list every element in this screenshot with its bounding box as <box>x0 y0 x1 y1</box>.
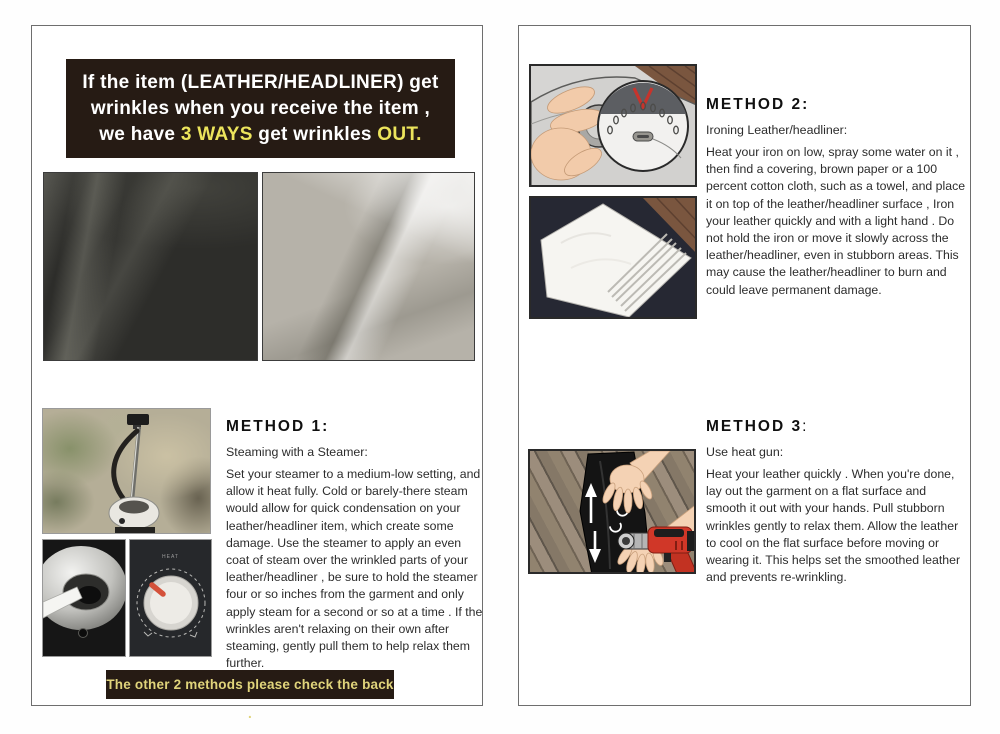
method1-body: Set your steamer to a medium-low setting, and allow it heat fully. Cold or barely-there steam would allow for quick condensation on your leather/headliner item, which create some damage. Use the steamer to apply an even coat of steam over the wrinkled parts of your leather/headliner , be sure to hold the steamer four or so inches from the garment and only apply steam for a second or so at a time . If the wrinkles aren't relaxing on their own after steaming, gently pull them to help relax them further. <box>226 467 483 671</box>
wrinkled-gray-headliner-photo <box>262 172 475 361</box>
title-highlight-3ways: 3 WAYS <box>180 124 253 145</box>
method1-section <box>226 418 484 672</box>
method3-title <box>706 418 968 436</box>
method3-title-text: METHOD 3 <box>706 418 803 435</box>
title-line3-pre: we have <box>99 124 181 145</box>
left-page-panel <box>31 25 483 721</box>
steamer-drawing <box>43 409 211 534</box>
steamer-tank-closeup-photo <box>42 539 126 657</box>
method3-subtitle: Use heat gun: <box>706 445 784 459</box>
wrinkled-dark-leather-photo <box>43 172 258 361</box>
dial-heat-label: HEAT <box>162 554 179 560</box>
method2-title: METHOD 2: <box>706 96 810 113</box>
right-page-panel <box>518 25 971 706</box>
method3-title-colon: : <box>802 418 807 435</box>
method2-body: Heat your iron on low, spray some water on it , then find a covering, brown paper or a 100 percent cotton cloth, such as a towel, and place it on top of the leather/headliner surface , Iron your leather quickly and with a light hand . Do not hold the iron or move it slowly across the leather/headliner, even in stubborn areas. This may cause the leather/headliner to burn and could leave permanent damage. <box>706 145 966 297</box>
heatgun-drawing <box>530 451 696 574</box>
method3-section <box>706 418 968 586</box>
title-line-2: wrinkles when you receive the item , <box>90 98 431 119</box>
title-line-1: If the item (LEATHER/HEADLINER) get <box>82 72 439 93</box>
title-banner <box>66 59 455 158</box>
heat-gun-illustration <box>528 449 696 574</box>
garment-steamer-photo <box>42 408 211 534</box>
method2-subtitle: Ironing Leather/headliner: <box>706 123 848 137</box>
towel-drawing <box>531 198 697 319</box>
steamer-dial-closeup-photo <box>129 539 212 657</box>
title-line3-mid: get wrinkles <box>252 124 378 145</box>
method1-subtitle: Steaming with a Steamer: <box>226 445 368 459</box>
iron-dial-illustration <box>529 64 697 187</box>
title-highlight-out: OUT. <box>377 124 422 145</box>
folded-towel-illustration <box>529 196 697 319</box>
method3-body: Heat your leather quickly . When you're done, lay out the garment on a flat surface and smooth it out with your hands. Pull stubborn wrinkles gently to relax them. Allow the leather to cool on the flat surface before moving or wearing it. This helps set the smoothed leather and prevents re-wrinkling. <box>706 467 961 585</box>
method1-title: METHOD 1: <box>226 418 330 435</box>
nozzle-drawing <box>43 540 126 657</box>
footer-note-banner: The other 2 methods please check the back . <box>106 670 394 699</box>
iron-drawing <box>531 66 697 187</box>
title-line-3 <box>66 122 455 148</box>
method2-section <box>706 96 966 299</box>
